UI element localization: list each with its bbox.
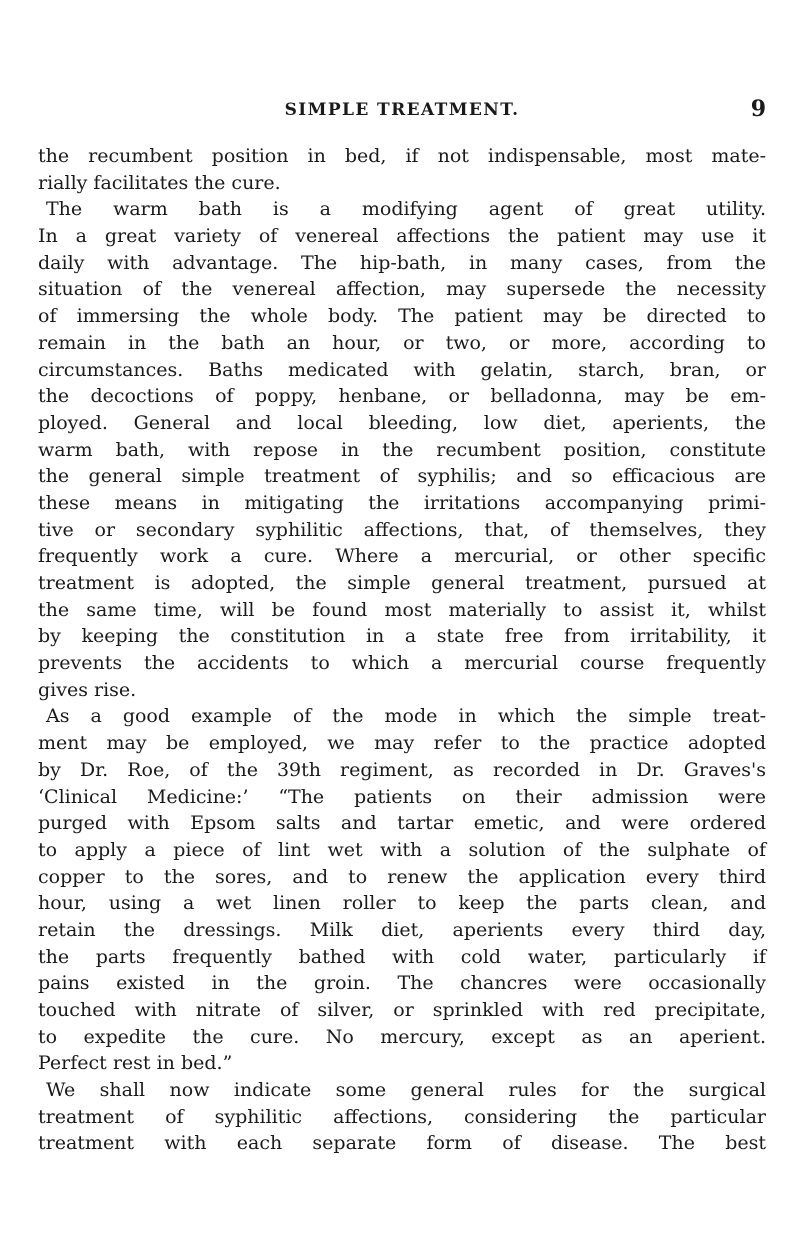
text-line: frequently work a cure. Where a mercurial, or other specific	[38, 545, 766, 568]
text-line: retain the dressings. Milk diet, aperients every third day,	[38, 918, 766, 941]
text-line: hour, using a wet linen roller to keep the parts clean, and	[38, 892, 766, 915]
text-line: the decoctions of poppy, henbane, or belladonna, may be em-	[38, 385, 766, 408]
text-line: the parts frequently bathed with cold water, particularly if	[38, 945, 766, 968]
text-line: treatment of syphilitic affections, considering the particular	[38, 1105, 766, 1128]
page-number: 9	[750, 96, 766, 122]
text-line: prevents the accidents to which a mercurial course frequently	[38, 652, 766, 675]
text-line: these means in mitigating the irritations accompanying primi-	[38, 491, 766, 514]
text-line: touched with nitrate of silver, or sprinkled with red precipitate,	[38, 999, 766, 1021]
text-line: to expedite the cure. No mercury, except as an aperient.	[38, 1025, 766, 1048]
text-line: tive or secondary syphilitic affections, that, of themselves, they	[38, 518, 766, 541]
text-line: to apply a piece of lint wet with a solution of the sulphate of	[38, 838, 766, 861]
text-line: the general simple treatment of syphilis; and so efficacious are	[38, 465, 766, 488]
text-line: treatment with each separate form of disease. The best	[38, 1132, 766, 1155]
text-line: Perfect rest in bed.”	[38, 1052, 233, 1075]
text-line: daily with advantage. The hip-bath, in many cases, from the	[38, 251, 766, 274]
running-title: SIMPLE TREATMENT.	[284, 100, 520, 120]
text-line: by Dr. Roe, of the 39th regiment, as recorded in Dr. Graves's	[38, 758, 766, 781]
text-line: by keeping the constitution in a state free from irritability, it	[38, 625, 766, 648]
text-line: The warm bath is a modifying agent of great utility.	[46, 198, 766, 221]
text-line: the same time, will be found most materially to assist it, whilst	[38, 598, 766, 621]
text-line: ment may be employed, we may refer to the practice adopted	[38, 732, 766, 755]
text-line: As a good example of the mode in which the simple treat-	[46, 705, 766, 728]
text-line: warm bath, with repose in the recumbent position, constitute	[38, 438, 766, 461]
text-line: purged with Epsom salts and tartar emetic, and were ordered	[38, 812, 766, 835]
text-line: ‘Clinical Medicine:’ “The patients on their admission were	[38, 785, 766, 808]
text-line: copper to the sores, and to renew the application every third	[38, 865, 766, 888]
running-head	[38, 96, 766, 128]
text-line: gives rise.	[38, 678, 137, 701]
text-line: circumstances. Baths medicated with gelatin, starch, bran, or	[38, 358, 766, 381]
text-line: situation of the venereal affection, may supersede the necessity	[38, 278, 766, 301]
text-line: rially facilitates the cure.	[38, 171, 281, 194]
text-line: of immersing the whole body. The patient may be directed to	[38, 305, 766, 328]
text-line: ployed. General and local bleeding, low diet, aperients, the	[38, 411, 766, 434]
text-line: pains existed in the groin. The chancres were occasionally	[38, 972, 766, 995]
text-line: In a great variety of venereal affections the patient may use it	[38, 225, 766, 248]
text-line: remain in the bath an hour, or two, or more, according to	[38, 331, 766, 354]
body-text	[38, 143, 766, 1157]
text-line: treatment is adopted, the simple general treatment, pursued at	[38, 572, 766, 594]
text-line: the recumbent position in bed, if not indispensable, most mate-	[38, 145, 766, 167]
text-line: We shall now indicate some general rules for the surgical	[46, 1079, 766, 1102]
